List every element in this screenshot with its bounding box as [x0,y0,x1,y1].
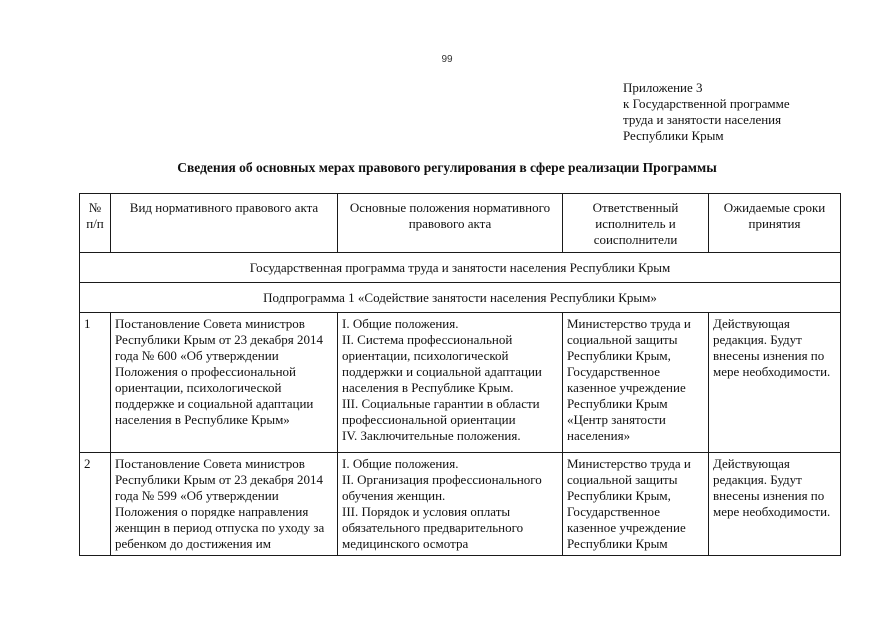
appendix-line: к Государственной программе [623,96,790,111]
provision-item: III. Порядок и условия оплаты обязательного предварительного медицинского осмотра [342,504,524,551]
table-header-row [80,194,841,253]
row-deadline: Действующая редакция. Будут внесены изнения по мере необходимости. [709,313,841,453]
table-row [80,453,841,556]
appendix-note [623,80,790,144]
provision-item: II. Система профессиональной ориентации, психологической поддержки и социальной адаптации населения в Республике Крым. [342,332,542,395]
header-act-type: Вид нормативного правового акта [111,194,338,253]
appendix-line: труда и занятости населения [623,112,782,127]
program-row [80,253,841,283]
row-act-type: Постановление Совета министров Республики Крым от 23 декабря 2014 года № 599 «Об утверждении Положения о порядке направления женщин в период отпуска по уходу за ребенком до достижения им [111,453,338,556]
program-title: Государственная программа труда и занятости населения Республики Крым [80,253,841,283]
appendix-line: Приложение 3 [623,80,703,95]
provision-item: IV. Заключительные положения. [342,428,521,443]
row-deadline: Действующая редакция. Будут внесены изнения по мере необходимости. [709,453,841,556]
row-num: 1 [80,313,111,453]
page-number: 99 [441,54,453,65]
table-row [80,313,841,453]
header-provisions: Основные положения нормативного правового акта [338,194,563,253]
legal-measures-table [79,193,841,556]
row-act-type: Постановление Совета министров Республики Крым от 23 декабря 2014 года № 600 «Об утверждении Положения о профессиональной ориентации, психологической поддержке и социальной адаптации населения в Республике Крым» [111,313,338,453]
provision-item: I. Общие положения. [342,456,459,471]
provision-item: I. Общие положения. [342,316,459,331]
provision-item: III. Социальные гарантии в области профессиональной ориентации [342,396,540,427]
header-num: № п/п [80,194,111,253]
row-executor: Министерство труда и социальной защиты Республики Крым, Государственное казенное учреждение Республики Крым «Центр занятости населения» [563,313,709,453]
header-executor: Ответственный исполнитель и соисполнители [563,194,709,253]
row-num: 2 [80,453,111,556]
header-deadline: Ожидаемые сроки принятия [709,194,841,253]
document-title: Сведения об основных мерах правового регулирования в сфере реализации Программы [177,160,717,175]
subprogram-row [80,283,841,313]
subprogram-title: Подпрограмма 1 «Содействие занятости населения Республики Крым» [80,283,841,313]
row-provisions [338,453,563,556]
appendix-line: Республики Крым [623,128,724,143]
row-provisions [338,313,563,453]
row-executor: Министерство труда и социальной защиты Республики Крым, Государственное казенное учреждение Республики Крым [563,453,709,556]
provision-item: II. Организация профессионального обучения женщин. [342,472,542,503]
